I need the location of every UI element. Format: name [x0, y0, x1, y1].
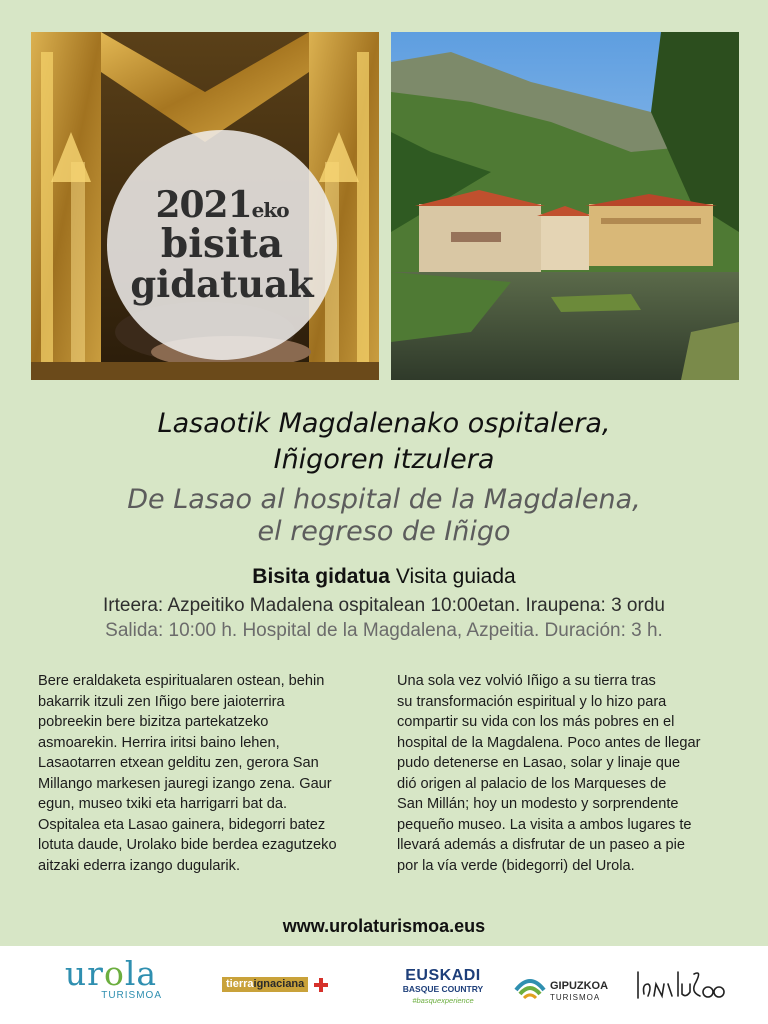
basque-country-text: BASQUE COUNTRY	[402, 984, 484, 994]
title-basque	[0, 406, 768, 478]
body-basque	[38, 671, 384, 876]
body-line: compartir su vida con los más pobres en el	[397, 714, 675, 730]
body-line: pudo detenerse en Lasao, solar y linaje que	[397, 755, 681, 771]
title-basque-line-1: Lasaotik Magdalenako ospitalera,	[157, 408, 611, 439]
body-line: por la vía verde (bidegorri) del Urola.	[397, 857, 635, 874]
body-line: Bere eraldaketa espiritualaren ostean, behin	[38, 673, 325, 689]
website-link[interactable]: www.urolaturismoa.eus	[282, 916, 486, 936]
title-spanish	[0, 484, 768, 548]
body-line: Millango markesen jauregi izango zena. Gaur	[38, 775, 332, 792]
tierra-text-b: ignaciana	[253, 978, 305, 990]
badge-year: 2021	[155, 184, 252, 226]
title-basque-line-2: Iñigoren itzulera	[273, 444, 495, 475]
body-line: Lasaotarren etxean gelditu zen, gerora San	[38, 755, 319, 771]
urola-logo-text-2: la	[124, 954, 158, 993]
ignatius-signature-icon	[634, 964, 726, 1006]
urola-logo-text-1: ur	[64, 954, 104, 993]
body-line: pobreekin bere bizitza partekatzeko	[38, 714, 269, 730]
body-line: llevará además a disfrutar de un paseo a pie	[397, 837, 685, 853]
body-spanish	[397, 671, 743, 876]
body-line: bakarrik itzuli zen Iñigo bere jaioterrira	[38, 693, 285, 710]
body-line: egun, museo txiki eta harrigarri bat da.	[38, 796, 288, 812]
hospital-image	[391, 32, 739, 380]
badge-line-3: gidatuak	[130, 262, 314, 306]
body-line: San Millán; hoy un modesto y sorprendente	[397, 796, 679, 812]
cross-icon	[314, 978, 328, 992]
ignatius-500-logo	[634, 964, 726, 1006]
year-badge	[107, 130, 337, 360]
body-line: Ospitalea eta Lasao gainera, bidegorri batez	[38, 816, 326, 833]
body-line: dió origen al palacio de los Marqueses de	[397, 775, 667, 792]
tierra-text-a: tierra	[226, 978, 254, 990]
footer-logos	[0, 946, 768, 1024]
info-basque: Irteera: Azpeitiko Madalena ospitalean 10:00etan. Iraupena: 3 ordu	[103, 595, 665, 616]
body-line: aitzaki ederra izango dugularik.	[38, 857, 240, 874]
title-spanish-line-1: De Lasao al hospital de la Magdalena,	[127, 484, 641, 515]
gipuzkoa-emblem-icon	[512, 970, 548, 1004]
body-line: pequeño museo. La visita a ambos lugares te	[397, 816, 692, 833]
visit-label-spanish: Visita guiada	[395, 565, 516, 588]
body-line: lotuta daude, Urolako bide berdea ezagutzeko	[38, 837, 337, 853]
body-line: asmoarekin. Herrira iritsi baino lehen,	[38, 734, 280, 751]
title-spanish-line-2: el regreso de Iñigo	[257, 516, 511, 547]
badge-line-2: bisita	[160, 221, 284, 267]
visit-label-basque: Bisita gidatua	[252, 565, 390, 588]
gipuzkoa-turismoa-logo	[512, 970, 624, 1004]
body-line: su transformación espiritual y lo hizo para	[397, 693, 667, 710]
urola-logo-o: o	[103, 954, 125, 993]
gipuzkoa-sub-text: TURISMOA	[550, 993, 601, 1002]
euskadi-logo	[396, 967, 490, 1007]
tierra-ignaciana-logo	[222, 977, 328, 992]
basquexperience-text: #basquexperience	[412, 996, 474, 1005]
info-spanish: Salida: 10:00 h. Hospital de la Magdalena, Azpeitia. Duración: 3 h.	[105, 620, 663, 641]
urola-logo-sub: TURISMOA	[101, 990, 162, 1001]
euskadi-text: EUSKADI	[405, 967, 481, 984]
urola-turismoa-logo	[56, 956, 166, 1001]
visit-type	[0, 565, 768, 589]
body-line: hospital de la Magdalena. Poco antes de llegar	[397, 734, 701, 751]
hospital-photo	[391, 32, 739, 380]
gipuzkoa-text: GIPUZKOA	[550, 980, 609, 992]
body-line: Una sola vez volvió Iñigo a su tierra tras	[397, 673, 656, 689]
badge-year-suffix: eko	[251, 198, 289, 222]
altarpiece-photo	[31, 32, 379, 380]
